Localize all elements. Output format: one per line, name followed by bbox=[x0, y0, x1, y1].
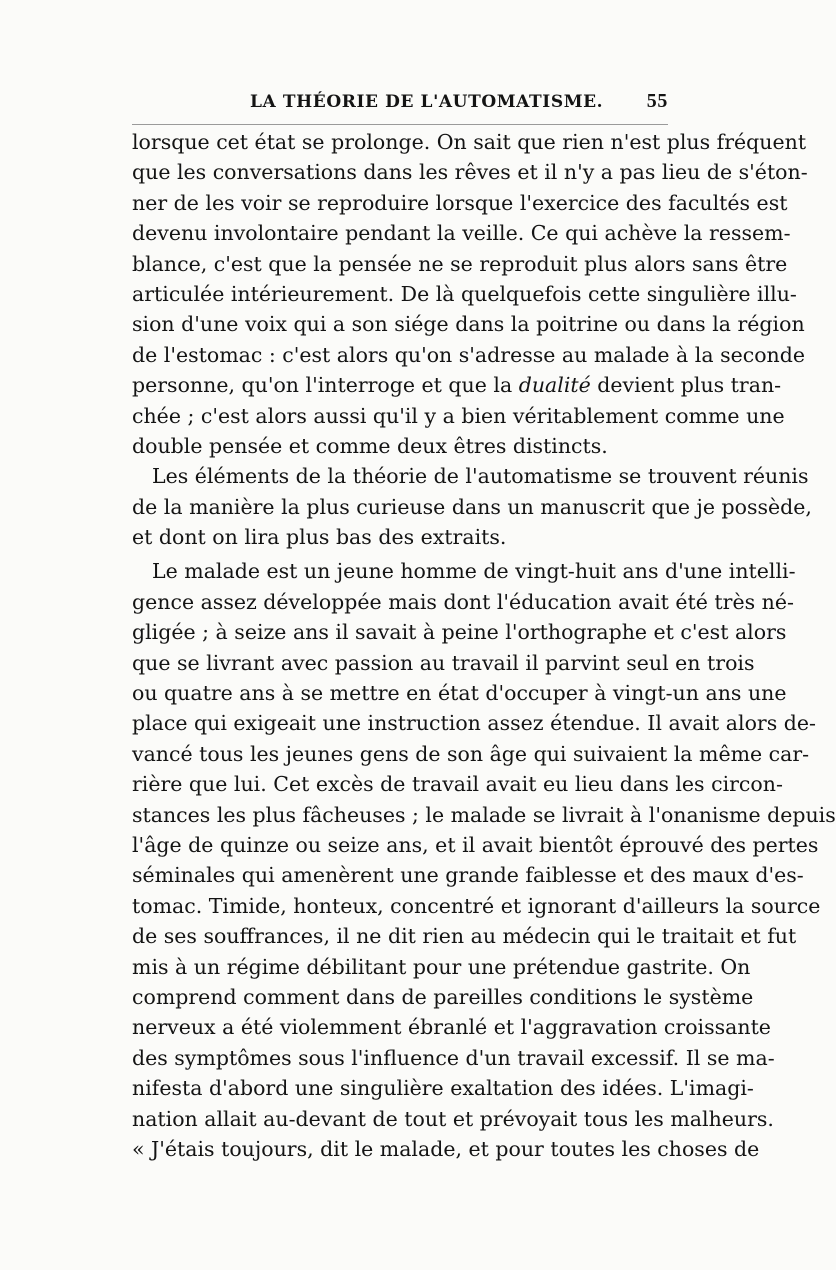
text-fragment: personne, qu'on l'interroge et que la bbox=[132, 373, 513, 398]
text-line: rière que lui. Cet excès de travail avait eu lieu dans les circon- bbox=[132, 772, 783, 797]
paragraph-3 bbox=[132, 556, 836, 1164]
text-line: articulée intérieurement. De là quelquefois cette singulière illu- bbox=[132, 281, 797, 306]
text-line: gligée ; à seize ans il savait à peine l'orthographe et c'est alors bbox=[132, 620, 787, 645]
text-line: stances les plus fâcheuses ; le malade se livrait à l'onanisme depuis bbox=[132, 802, 836, 827]
text-line: « J'étais toujours, dit le malade, et pour toutes les choses de bbox=[132, 1136, 760, 1161]
text-line: gence assez développée mais dont l'éducation avait été très né- bbox=[132, 589, 794, 614]
text-line: nerveux a été violemment ébranlé et l'aggravation croissante bbox=[132, 1015, 771, 1040]
header-rule bbox=[132, 124, 668, 125]
text-line: double pensée et comme deux êtres distincts. bbox=[132, 433, 608, 458]
text-line: place qui exigeait une instruction assez étendue. Il avait alors de- bbox=[132, 711, 816, 736]
text-line: que les conversations dans les rêves et il n'y a pas lieu de s'éton- bbox=[132, 160, 808, 185]
text-line: devenu involontaire pendant la veille. Ce qui achève la ressem- bbox=[132, 221, 791, 246]
text-line: blance, c'est que la pensée ne se reproduit plus alors sans être bbox=[132, 251, 788, 276]
text-line: Les éléments de la théorie de l'automatisme se trouvent réunis bbox=[152, 464, 809, 489]
text-fragment: devient plus tran- bbox=[597, 373, 782, 398]
text-line: ou quatre ans à se mettre en état d'occuper à vingt-un ans une bbox=[132, 681, 787, 706]
text-line: vancé tous les jeunes gens de son âge qui suivaient la même car- bbox=[132, 741, 810, 766]
paragraph-1 bbox=[132, 127, 808, 461]
text-line: et dont on lira plus bas des extraits. bbox=[132, 525, 507, 550]
text-line: sion d'une voix qui a son siége dans la poitrine ou dans la région bbox=[132, 312, 805, 337]
text-line: mis à un régime débilitant pour une prétendue gastrite. On bbox=[132, 954, 751, 979]
italic-term: dualité bbox=[518, 373, 591, 398]
paragraph-2 bbox=[132, 461, 812, 552]
text-line: lorsque cet état se prolonge. On sait que rien n'est plus fréquent bbox=[132, 130, 807, 154]
text-line bbox=[132, 370, 782, 400]
text-line: ner de les voir se reproduire lorsque l'exercice des facultés est bbox=[132, 190, 788, 215]
text-line: l'âge de quinze ou seize ans, et il avait bientôt éprouvé des pertes bbox=[132, 832, 819, 857]
text-line: chée ; c'est alors aussi qu'il y a bien véritablement comme une bbox=[132, 403, 785, 428]
text-line: des symptômes sous l'influence d'un travail excessif. Il se ma- bbox=[132, 1045, 775, 1070]
running-header bbox=[132, 90, 668, 124]
body-text bbox=[132, 127, 836, 1164]
text-line: comprend comment dans de pareilles conditions le système bbox=[132, 984, 754, 1009]
text-line: Le malade est un jeune homme de vingt-huit ans d'une intelli- bbox=[152, 559, 796, 584]
text-line: que se livrant avec passion au travail il parvint seul en trois bbox=[132, 650, 755, 675]
text-line: de la manière la plus curieuse dans un manuscrit que je possède, bbox=[132, 494, 812, 519]
text-line: nation allait au-devant de tout et prévoyait tous les malheurs. bbox=[132, 1106, 774, 1131]
running-title: LA THÉORIE DE L'AUTOMATISME. bbox=[250, 92, 604, 112]
text-line: séminales qui amenèrent une grande faiblesse et des maux d'es- bbox=[132, 863, 804, 888]
text-line: de ses souffrances, il ne dit rien au médecin qui le traitait et fut bbox=[132, 924, 797, 949]
text-line: nifesta d'abord une singulière exaltation des idées. L'imagi- bbox=[132, 1076, 754, 1101]
book-page bbox=[132, 90, 836, 1164]
text-line: de l'estomac : c'est alors qu'on s'adresse au malade à la seconde bbox=[132, 342, 806, 367]
page-number: 55 bbox=[646, 90, 668, 112]
text-line: tomac. Timide, honteux, concentré et ignorant d'ailleurs la source bbox=[132, 893, 821, 918]
